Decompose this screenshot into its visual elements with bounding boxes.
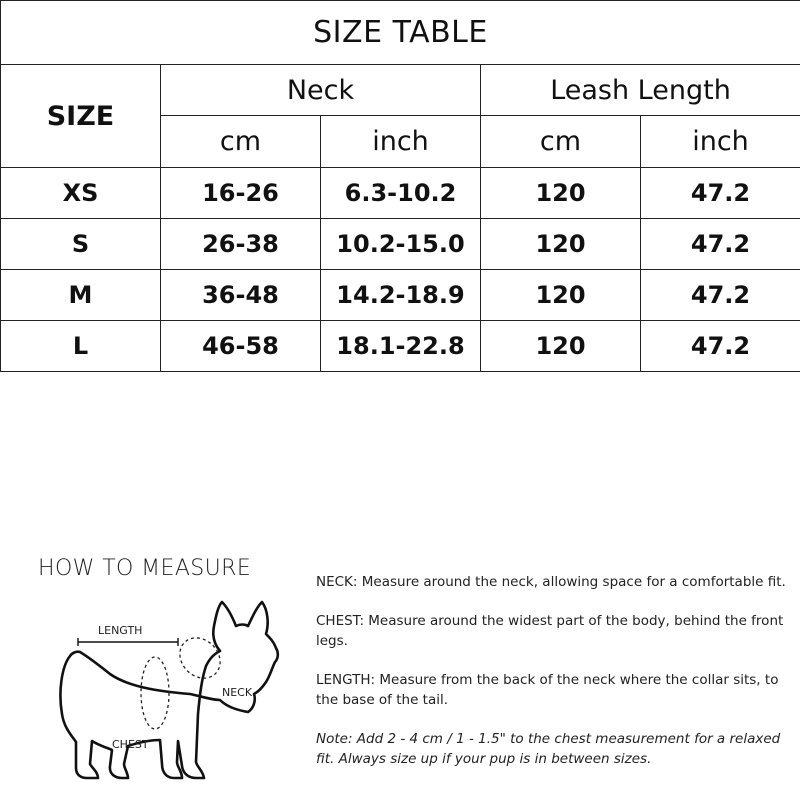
neck-inch-cell: 10.2-15.0	[321, 219, 481, 270]
neck-measure	[172, 630, 229, 687]
leash-inch-cell: 47.2	[641, 219, 800, 270]
table-row	[1, 168, 800, 219]
table-title: SIZE TABLE	[1, 1, 800, 65]
length-measure	[78, 624, 178, 646]
leash-cm-cell: 120	[481, 270, 641, 321]
leash-inch-cell: 47.2	[641, 321, 800, 372]
neck-cm-cell: 16-26	[161, 168, 321, 219]
chest-label: CHEST	[112, 738, 149, 751]
leash-cm-cell: 120	[481, 219, 641, 270]
neck-inch-cell: 6.3-10.2	[321, 168, 481, 219]
dog-measurement-diagram	[50, 596, 285, 786]
chest-measure	[141, 657, 169, 729]
neck-inch-header: inch	[321, 116, 481, 168]
neck-group-header: Neck	[161, 65, 481, 116]
size-cell: S	[1, 219, 161, 270]
neck-inch-cell: 14.2-18.9	[321, 270, 481, 321]
leash-inch-cell: 47.2	[641, 168, 800, 219]
leash-length-group-header: Leash Length	[481, 65, 800, 116]
table-row	[1, 270, 800, 321]
size-column-header: SIZE	[1, 65, 161, 168]
neck-label: NECK	[222, 686, 253, 699]
neck-cm-cell: 46-58	[161, 321, 321, 372]
leash-cm-header: cm	[481, 116, 641, 168]
length-instruction: LENGTH: Measure from the back of the neck where the collar sits, to the base of the tail.	[316, 672, 779, 708]
how-to-measure-title: HOW TO MEASURE	[38, 556, 252, 581]
neck-inch-cell: 18.1-22.8	[321, 321, 481, 372]
measure-instructions	[316, 572, 794, 769]
table-row	[1, 219, 800, 270]
leash-cm-cell: 120	[481, 321, 641, 372]
size-cell: L	[1, 321, 161, 372]
leash-inch-header: inch	[641, 116, 800, 168]
table-row	[1, 321, 800, 372]
size-cell: XS	[1, 168, 161, 219]
leash-cm-cell: 120	[481, 168, 641, 219]
chest-instruction: CHEST: Measure around the widest part of the body, behind the front legs.	[316, 613, 784, 649]
leash-inch-cell: 47.2	[641, 270, 800, 321]
size-table	[0, 0, 800, 372]
length-label: LENGTH	[98, 624, 143, 637]
neck-cm-cell: 26-38	[161, 219, 321, 270]
neck-instruction: NECK: Measure around the neck, allowing space for a comfortable fit.	[316, 574, 786, 590]
neck-cm-header: cm	[161, 116, 321, 168]
neck-cm-cell: 36-48	[161, 270, 321, 321]
sizing-note: Note: Add 2 - 4 cm / 1 - 1.5" to the chest measurement for a relaxed fit. Always size up if your pup is in between sizes.	[316, 731, 781, 767]
size-cell: M	[1, 270, 161, 321]
